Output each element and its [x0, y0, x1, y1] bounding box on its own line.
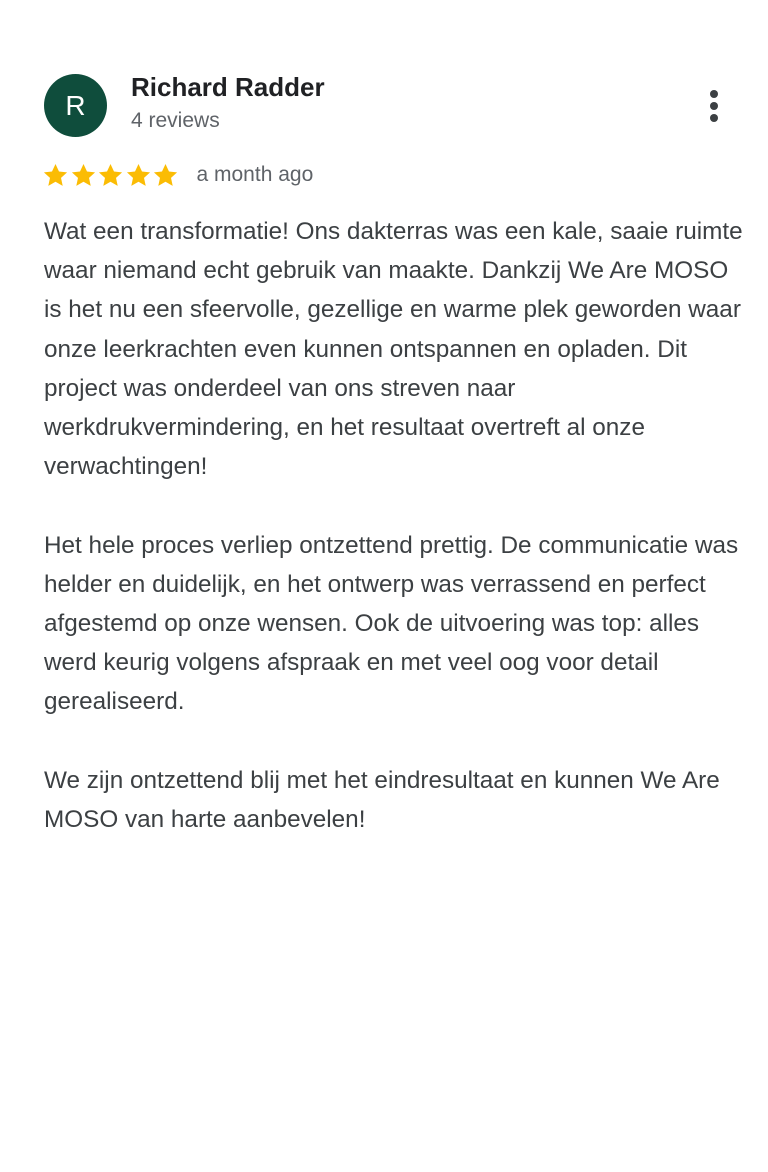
review-text	[44, 212, 744, 878]
star-icon	[42, 162, 69, 189]
rating-row	[42, 159, 313, 191]
star-icon	[97, 162, 124, 189]
star-icon	[70, 162, 97, 189]
more-options-button[interactable]	[696, 84, 732, 128]
review-paragraph: Wat een transformatie! Ons dakterras was een kale, saaie ruimte waar niemand echt gebruik van maakte. Dankzij We Are MOSO is het nu een sfeervolle, gezellige en warme plek geworden waar onze leerkrachten even kunnen ontspannen en opladen. Dit project was onderdeel van ons streven naar werkdrukvermindering, en het resultaat overtreft al onze verwachtingen!	[44, 218, 743, 481]
more-vert-icon	[696, 84, 732, 128]
review-paragraph: We zijn ontzettend blij met het eindresultaat en kunnen We Are MOSO van harte aanbevelen!	[44, 766, 720, 834]
avatar[interactable]: R	[44, 74, 107, 137]
reviewer-name[interactable]: Richard Radder	[131, 72, 325, 102]
star-icon	[125, 162, 152, 189]
review-paragraph: Het hele proces verliep ontzettend prettig. De communicatie was helder en duidelijk, en het ontwerp was verrassend en perfect afgestemd op onze wensen. Ook de uitvoering was top: alles werd keurig volgens afspraak en met veel oog voor detail gerealiseerd.	[44, 531, 739, 716]
review-date: a month ago	[196, 163, 314, 186]
star-icon	[152, 162, 179, 189]
review-count[interactable]: 4 reviews	[131, 109, 220, 132]
